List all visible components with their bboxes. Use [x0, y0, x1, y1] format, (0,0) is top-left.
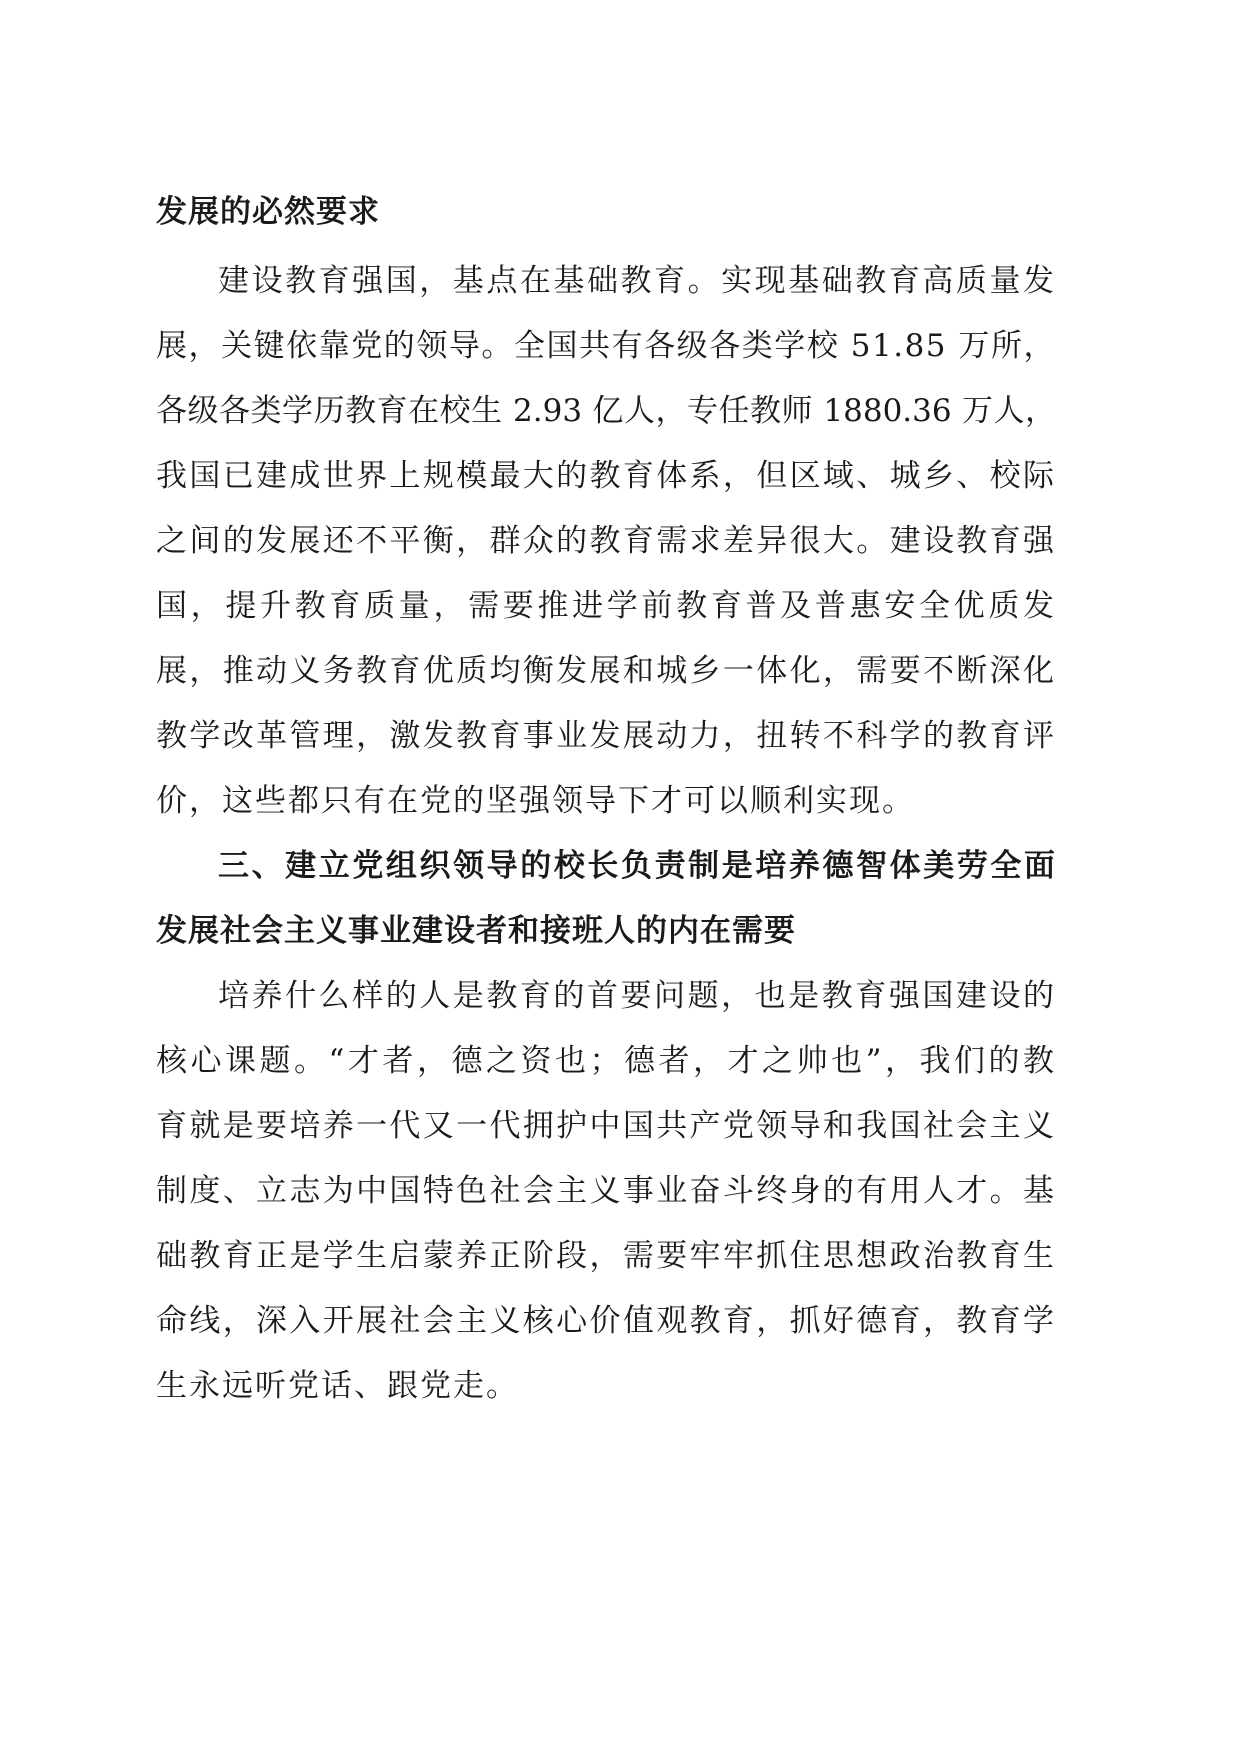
paragraph-line: 各级各类学历教育在校生 2.93 亿人，专任教师 1880.36 万人，	[156, 393, 1056, 429]
paragraph-line: 我国已建成世界上规模最大的教育体系，但区域、城乡、校际	[156, 458, 1056, 494]
paragraph-line: 制度、立志为中国特色社会主义事业奋斗终身的有用人才。基	[156, 1173, 1056, 1209]
paragraph-line: 生永远听党话、跟党走。	[156, 1368, 519, 1404]
section-heading-continuation: 发展的必然要求	[156, 194, 380, 230]
paragraph-line: 命线，深入开展社会主义核心价值观教育，抓好德育，教育学	[156, 1303, 1056, 1339]
paragraph-line: 核心课题。“才者，德之资也；德者，才之帅也”，我们的教	[156, 1043, 1056, 1079]
paragraph-line: 育就是要培养一代又一代拥护中国共产党领导和我国社会主义	[156, 1108, 1056, 1144]
paragraph-line: 国，提升教育质量，需要推进学前教育普及普惠安全优质发	[156, 588, 1056, 624]
paragraph-line: 础教育正是学生启蒙养正阶段，需要牢牢抓住思想政治教育生	[156, 1238, 1056, 1274]
section-heading: 三、建立党组织领导的校长负责制是培养德智体美劳全面	[218, 848, 1056, 884]
paragraph-line: 价，这些都只有在党的坚强领导下才可以顺利实现。	[156, 783, 915, 819]
paragraph-line: 之间的发展还不平衡，群众的教育需求差异很大。建设教育强	[156, 523, 1056, 559]
paragraph-line: 教学改革管理，激发教育事业发展动力，扭转不科学的教育评	[156, 718, 1056, 754]
paragraph-line: 建设教育强国，基点在基础教育。实现基础教育高质量发	[218, 263, 1056, 299]
paragraph-line: 展，推动义务教育优质均衡发展和城乡一体化，需要不断深化	[156, 653, 1056, 689]
paragraph-line: 培养什么样的人是教育的首要问题，也是教育强国建设的	[218, 978, 1056, 1014]
section-heading: 发展社会主义事业建设者和接班人的内在需要	[156, 913, 796, 949]
paragraph-line: 展，关键依靠党的领导。全国共有各级各类学校 51.85 万所，	[156, 328, 1056, 364]
